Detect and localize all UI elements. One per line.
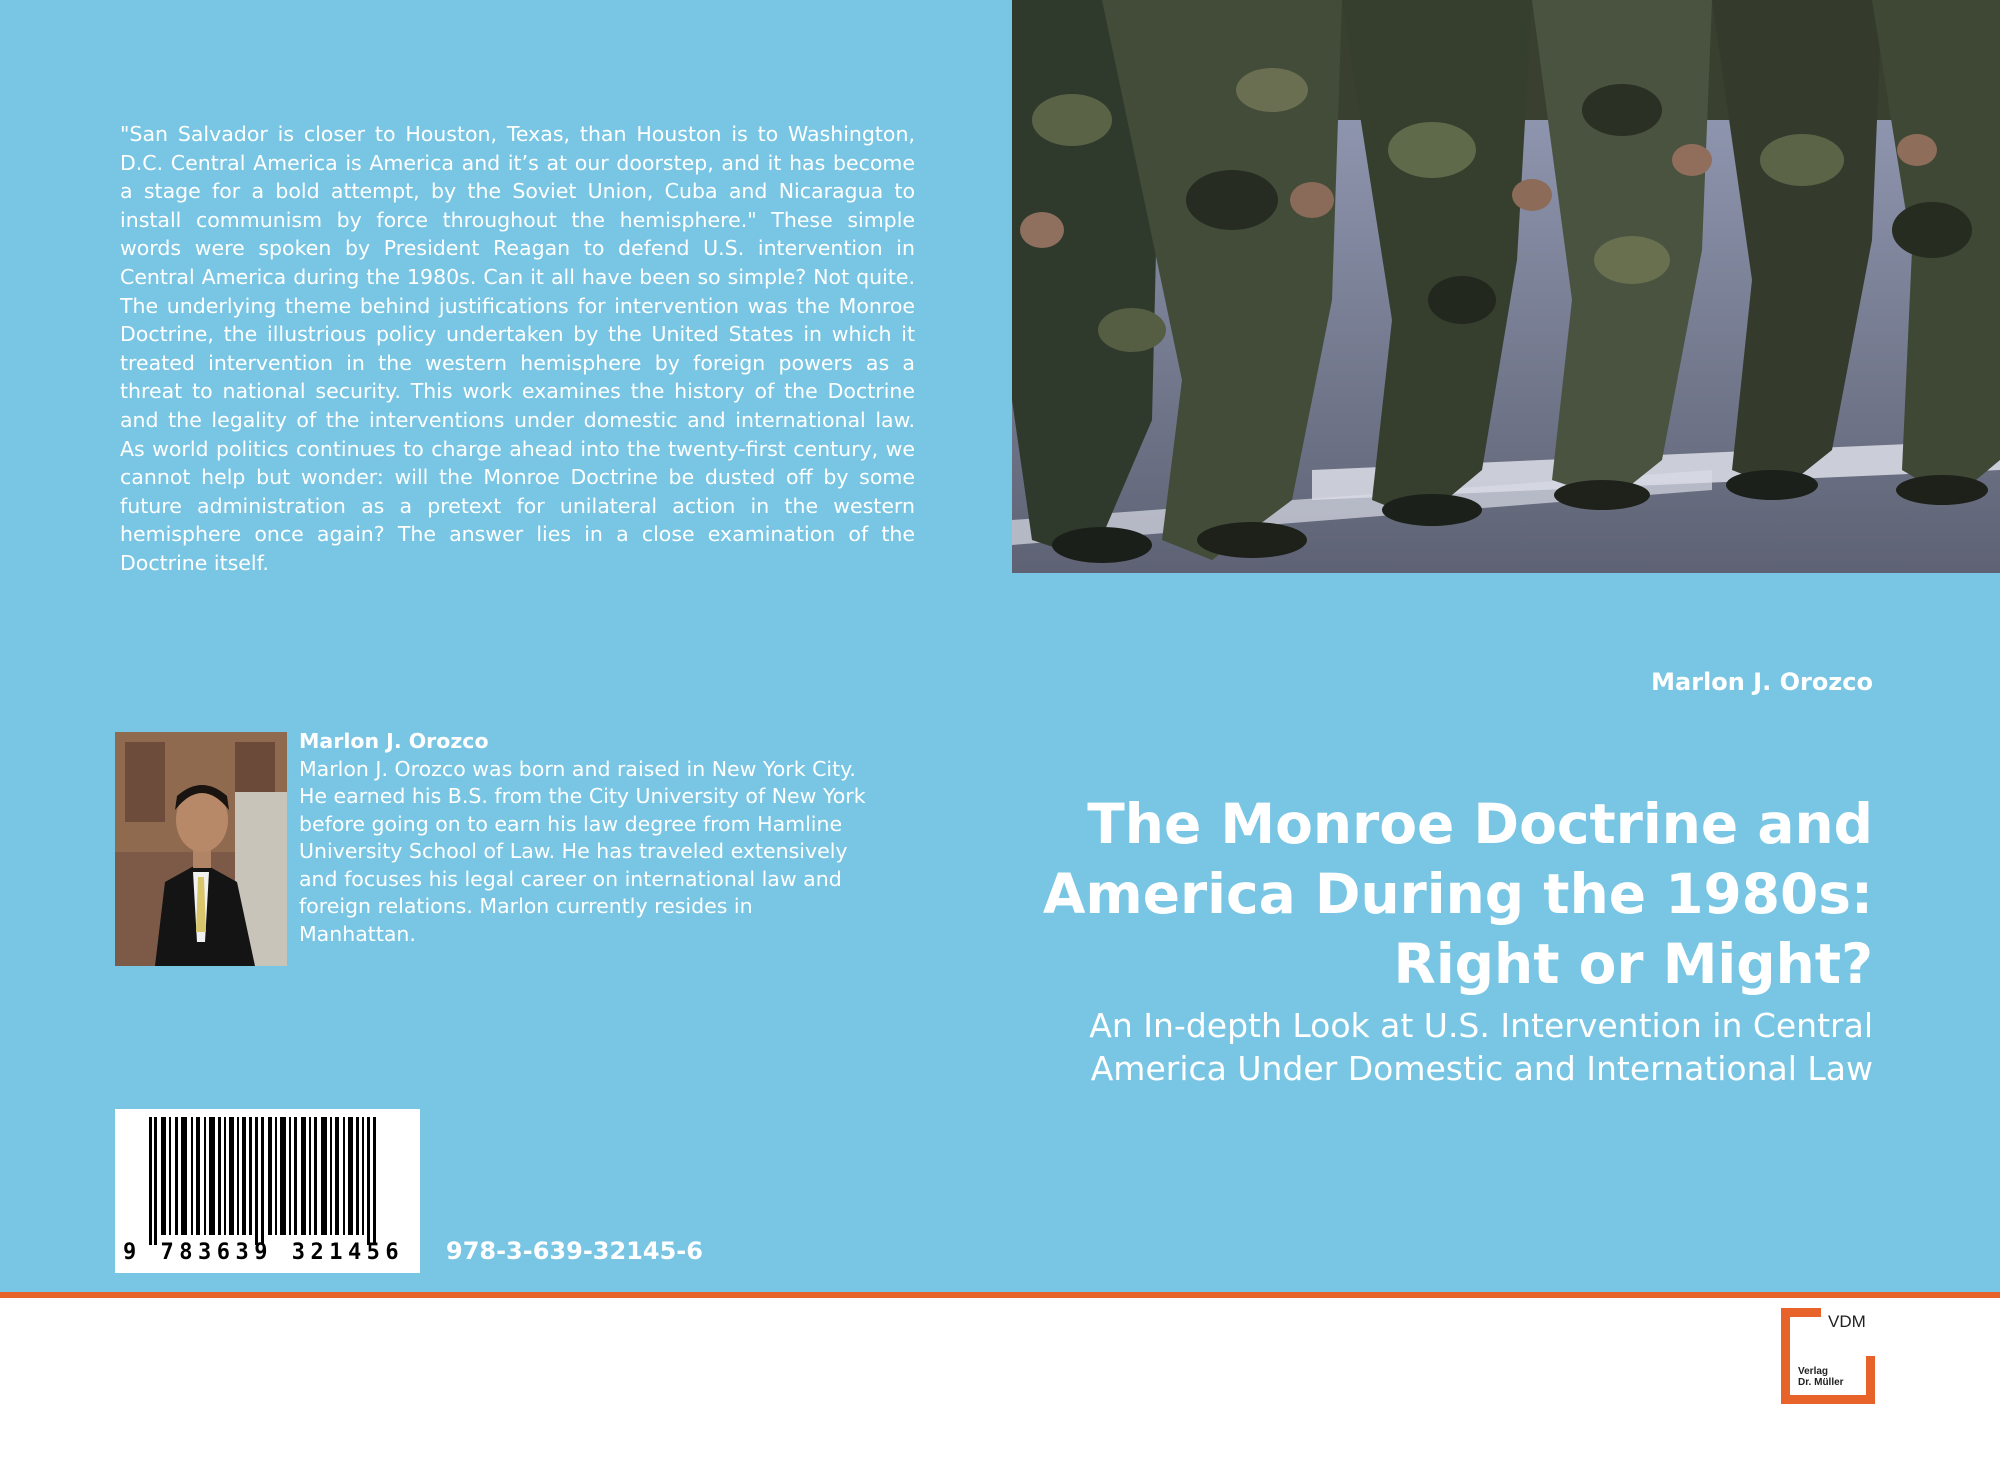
marching-soldiers-photo <box>1012 0 2000 573</box>
title-line-1: The Monroe Doctrine and <box>1087 792 1873 856</box>
vdm-logo-line-1: Verlag <box>1798 1366 1829 1377</box>
vdm-logo-line-2: Dr. Müller <box>1798 1377 1844 1388</box>
title-line-2: America During the 1980s: <box>1042 862 1873 926</box>
book-subtitle <box>973 1004 1873 1090</box>
back-cover-blurb: "San Salvador is closer to Houston, Texas, than Houston is to Washington, D.C. Central America is America and it’s at our doorstep, and it has become a stage for a bold attempt, by the Soviet Union, Cuba and Nicaragua to install communism by force throughout the hemisphere." These simple words were spoken by President Reagan to defend U.S. intervention in Central America during the 1980s. Can it all have been so simple? Not quite. The underlying theme behind justifications for intervention was the Monroe Doctrine, the illustrious policy undertaken by the United States in which it treated intervention in the western hemisphere by foreign powers as a threat to national security. This work examines the history of the Doctrine and the legality of the interventions under domestic and international law. As world politics continues to charge ahead into the twenty-first century, we cannot help but wonder: will the Monroe Doctrine be dusted off by some future administration as a pretext for unilateral action in the western hemisphere once again? The answer lies in a close examination of the Doctrine itself. <box>120 122 915 575</box>
title-line-3: Right or Might? <box>1393 932 1873 996</box>
bio-text: Marlon J. Orozco was born and raised in New York City. He earned his B.S. from the City University of New York before going on to earn his law degree from Hamline University School of Law. He has traveled extensively and focuses his legal career on international law and foreign relations. Marlon currently resides in Manhattan. <box>299 756 866 946</box>
bio-author-name: Marlon J. Orozco <box>299 729 489 753</box>
book-title <box>973 789 1873 999</box>
author-photo <box>115 732 287 966</box>
vdm-publisher-logo <box>1781 1308 1875 1404</box>
vdm-logo-word: VDM <box>1828 1312 1866 1331</box>
front-author-name: Marlon J. Orozco <box>1651 668 1873 696</box>
subtitle-line-2: America Under Domestic and International Law <box>1090 1049 1873 1088</box>
isbn-number: 978-3-639-32145-6 <box>446 1237 703 1265</box>
orange-divider <box>0 1292 2000 1298</box>
subtitle-line-1: An In-depth Look at U.S. Intervention in Central <box>1089 1006 1873 1045</box>
isbn-barcode <box>115 1109 420 1273</box>
author-bio <box>299 728 874 948</box>
barcode-digits: 9 783639 321456 <box>123 1240 405 1265</box>
